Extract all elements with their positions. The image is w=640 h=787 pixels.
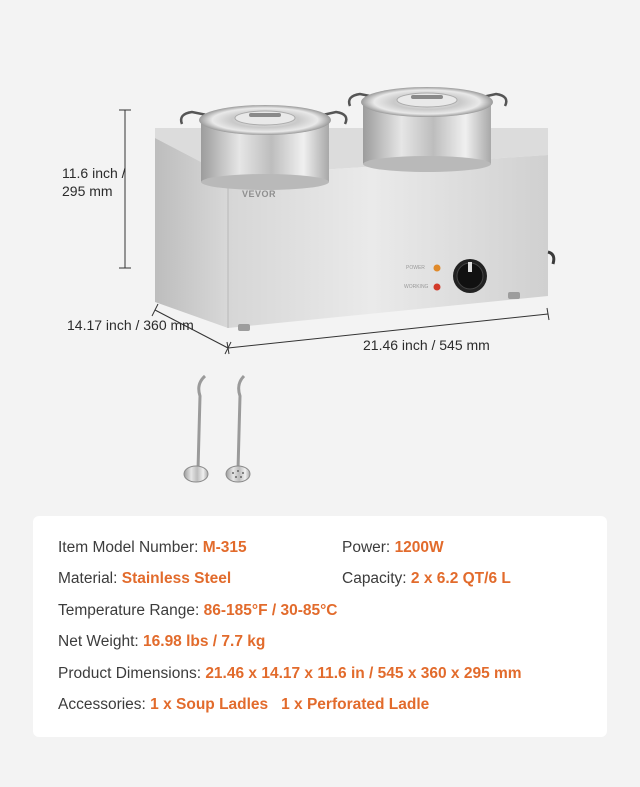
soup-ladle — [184, 376, 208, 482]
spec-label: Net Weight: — [58, 633, 144, 650]
width-dimension-label: 21.46 inch / 545 mm — [363, 337, 490, 353]
perforated-ladle — [226, 376, 250, 482]
spec-label: Item Model Number: — [58, 539, 203, 556]
spec-label: Product Dimensions: — [58, 665, 206, 682]
warmer-foot — [238, 324, 250, 331]
spec-product-dimensions — [58, 664, 522, 684]
working-lamp-label: WORKING — [404, 284, 429, 290]
power-lamp-label: POWER — [406, 265, 425, 271]
spec-label: Power: — [342, 539, 395, 556]
spec-value: Stainless Steel — [121, 570, 232, 587]
spec-label: Accessories: — [58, 696, 151, 713]
power-cord — [548, 252, 554, 264]
thermostat-knob[interactable] — [453, 259, 487, 293]
spec-model — [58, 538, 247, 558]
spec-label: Temperature Range: — [58, 602, 204, 619]
spec-power — [342, 538, 444, 558]
spec-accessories — [58, 695, 429, 715]
spec-temperature — [58, 601, 338, 621]
spec-material — [58, 569, 231, 589]
spec-value: 1 x Soup Ladles 1 x Perforated Ladle — [150, 696, 430, 713]
spec-value: 2 x 6.2 QT/6 L — [410, 570, 511, 587]
spec-value: 16.98 lbs / 7.7 kg — [143, 633, 266, 650]
food-pot-left — [181, 105, 346, 190]
spec-capacity — [342, 569, 511, 589]
spec-card — [33, 516, 607, 737]
height-dimension-label: 11.6 inch / 295 mm — [62, 165, 126, 199]
working-indicator-lamp — [434, 284, 441, 291]
spec-value: 86-185°F / 30-85°C — [203, 602, 338, 619]
food-pot-right — [349, 87, 506, 172]
spec-label: Material: — [58, 570, 122, 587]
warmer-foot — [508, 292, 520, 299]
spec-value: 1200W — [394, 539, 444, 556]
brand-logo: VEVOR — [242, 189, 277, 199]
spec-label: Capacity: — [342, 570, 411, 587]
power-indicator-lamp — [434, 265, 441, 272]
depth-dimension-label: 14.17 inch / 360 mm — [67, 317, 194, 333]
spec-value: M-315 — [202, 539, 247, 556]
spec-value: 21.46 x 14.17 x 11.6 in / 545 x 360 x 295 mm — [205, 665, 522, 682]
spec-weight — [58, 632, 265, 652]
